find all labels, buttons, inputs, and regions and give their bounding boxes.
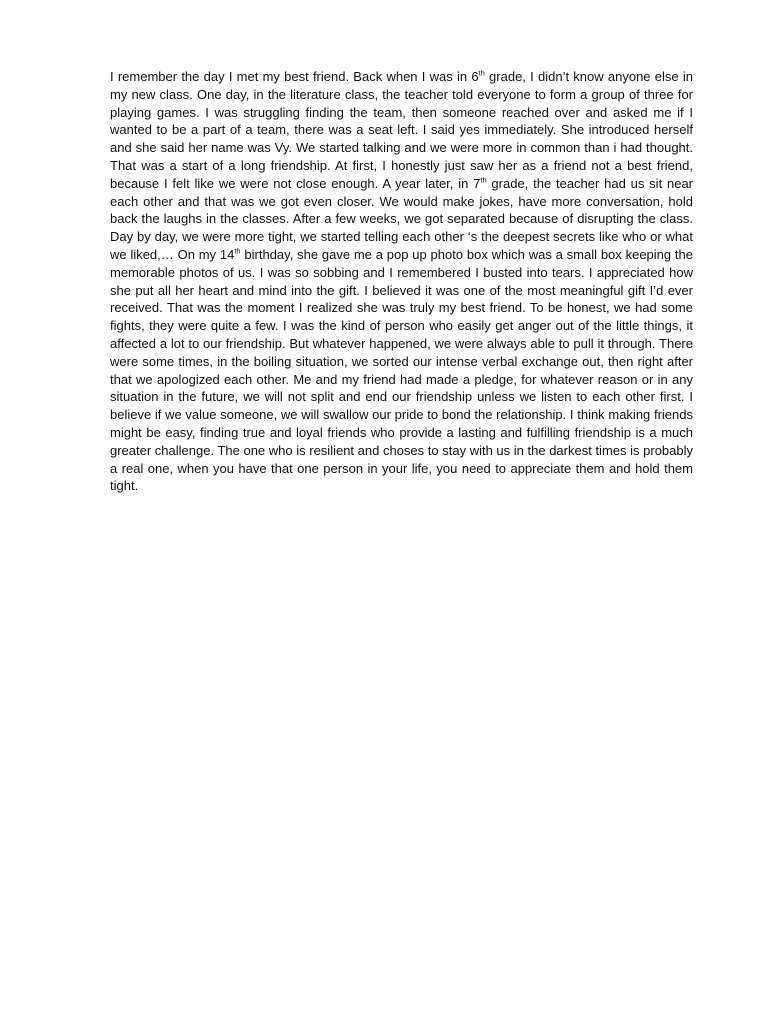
essay-paragraph bbox=[110, 68, 693, 495]
text-run: I remember the day I met my best friend. Back when I was in 6 bbox=[110, 69, 479, 84]
ordinal-suffix: th bbox=[234, 246, 241, 256]
text-run: grade, I didn’t know anyone else in my new class. One day, in the literature class, the teacher told everyone to form a group of three for playing games. I was struggling finding the team, then someone reached over and asked me if I wanted to be a part of a team, there was a seat left. I said yes immediately. She introduced herself and she said her name was Vy. We started talking and we were more in common than i had thought. That was a start of a long friendship. At first, I honestly just saw her as a friend not a best friend, because I felt like we were not close enough. A year later, in 7 bbox=[110, 69, 693, 191]
text-run: grade, the teacher had us sit near each other and that was we got even closer. We would make jokes, have more conversation, hold back the laughs in the classes. After a few weeks, we got separated because of disrupting the class. Day by day, we were more tight, we started telling each other ‘s the deepest secrets like who or what we liked,… On my 14 bbox=[110, 175, 694, 262]
ordinal-suffix: th bbox=[478, 68, 485, 78]
text-run: birthday, she gave me a pop up photo box which was a small box keeping the memorable photos of us. I was so sobbing and I remembered I busted into tears. I appreciated how she put all her heart and mind into the gift. I believed it was one of the most meaningful gift I’d ever received. That was the moment I realized she was truly my best friend. To be honest, we had some fights, they were quite a few. I was the kind of person who easily get anger out of the little things, it affected a lot to our friendship. But whatever happened, we were always able to pull it through. There were some times, in the boiling situation, we sorted our intense verbal exchange out, then right after that we apologized each other. Me and my friend had made a pledge, for whatever reason or in any situation in the future, we will not split and end our friendship unless we listen to each other first. I believe if we value someone, we will swallow our pride to bond the relationship. I think making friends might be easy, finding true and loyal friends who provide a lasting and fulfilling friendship is a much greater challenge. The one who is resilient and choses to stay with us in the darkest times is probably a real one, when you have that one person in your life, you need to appreciate them and hold them tight. bbox=[110, 246, 694, 494]
ordinal-suffix: th bbox=[480, 175, 487, 185]
